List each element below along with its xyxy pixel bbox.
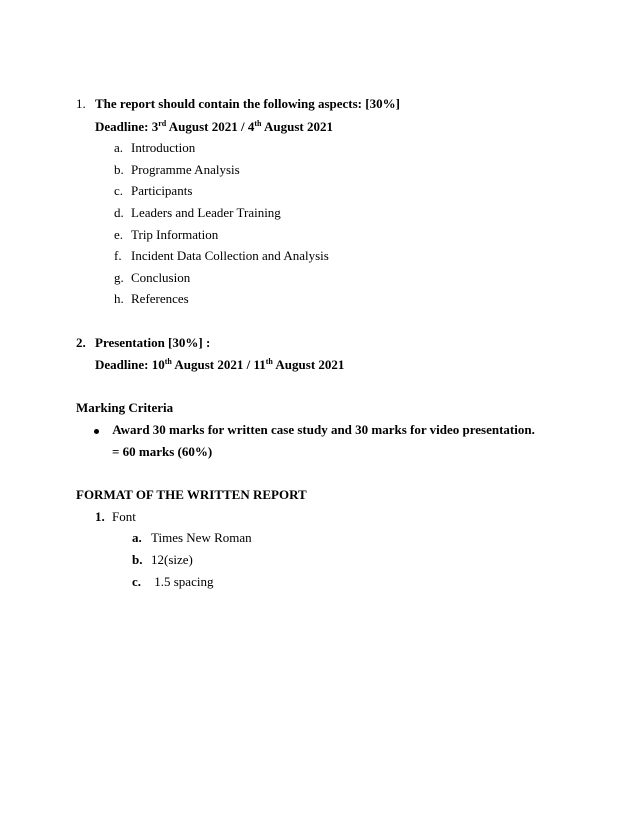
list-item-text: References: [131, 291, 189, 306]
format-subitem-text: 12(size): [151, 552, 193, 567]
bullet-icon: [94, 429, 99, 434]
list-item: [114, 270, 190, 286]
list-marker: c.: [114, 183, 124, 198]
list-item-text: Leaders and Leader Training: [131, 205, 281, 220]
marking-criteria-text: Award 30 marks for written case study and 30 marks for video presentation.: [112, 422, 535, 437]
report-deadline: [95, 119, 333, 135]
format-heading: FORMAT OF THE WRITTEN REPORT: [76, 487, 307, 502]
list-item: [114, 227, 218, 243]
list-item-text: Introduction: [131, 140, 196, 155]
list-item-text: Conclusion: [131, 270, 191, 285]
list-item: [114, 162, 240, 178]
format-subitem: [132, 574, 213, 590]
list-marker: d.: [114, 205, 124, 220]
report-heading-line: [76, 96, 400, 112]
report-deadline-sup2: th: [254, 119, 262, 128]
report-number: 1.: [76, 96, 86, 111]
report-heading: The report should contain the following aspects: [30%]: [95, 96, 400, 111]
presentation-deadline-mid: August 2021 / 11: [171, 357, 266, 372]
presentation-deadline: [95, 357, 344, 373]
report-deadline-prefix: Deadline: 3: [95, 119, 159, 134]
format-subitem-marker: c.: [132, 574, 142, 589]
presentation-heading-line: [76, 335, 210, 351]
list-item: [114, 205, 281, 221]
presentation-deadline-sup1: th: [164, 357, 172, 366]
presentation-deadline-suffix: August 2021: [272, 357, 345, 372]
format-subitem-marker: b.: [132, 552, 143, 567]
list-marker: e.: [114, 227, 124, 242]
report-deadline-suffix: August 2021: [261, 119, 333, 134]
presentation-number: 2.: [76, 335, 86, 350]
list-item-text: Incident Data Collection and Analysis: [131, 248, 329, 263]
list-item: [114, 140, 195, 156]
list-marker: g.: [114, 270, 124, 285]
format-item-number: 1.: [95, 509, 105, 524]
format-subitem-text: 1.5 spacing: [151, 574, 214, 589]
list-item: [114, 183, 192, 199]
report-deadline-mid: August 2021 / 4: [166, 119, 255, 134]
format-item: [95, 509, 136, 525]
marking-criteria-total: = 60 marks (60%): [112, 444, 213, 459]
list-marker: h.: [114, 291, 124, 306]
list-marker: b.: [114, 162, 124, 177]
list-item-text: Programme Analysis: [131, 162, 240, 177]
list-item-text: Trip Information: [131, 227, 219, 242]
list-marker: f.: [114, 248, 122, 263]
format-subitem-marker: a.: [132, 530, 142, 545]
presentation-heading: Presentation [30%] :: [95, 335, 211, 350]
list-marker: a.: [114, 140, 124, 155]
format-subitem: [132, 552, 193, 568]
format-subitem-text: Times New Roman: [151, 530, 252, 545]
presentation-deadline-prefix: Deadline: 10: [95, 357, 165, 372]
report-deadline-sup1: rd: [158, 119, 167, 128]
list-item: [114, 291, 189, 307]
format-item-label: Font: [112, 509, 136, 524]
presentation-deadline-sup2: th: [265, 357, 273, 366]
marking-criteria-heading: Marking Criteria: [76, 400, 174, 415]
list-item-text: Participants: [131, 183, 193, 198]
format-subitem: [132, 530, 252, 546]
list-item: [114, 248, 329, 264]
marking-criteria-bullet: [94, 422, 535, 438]
